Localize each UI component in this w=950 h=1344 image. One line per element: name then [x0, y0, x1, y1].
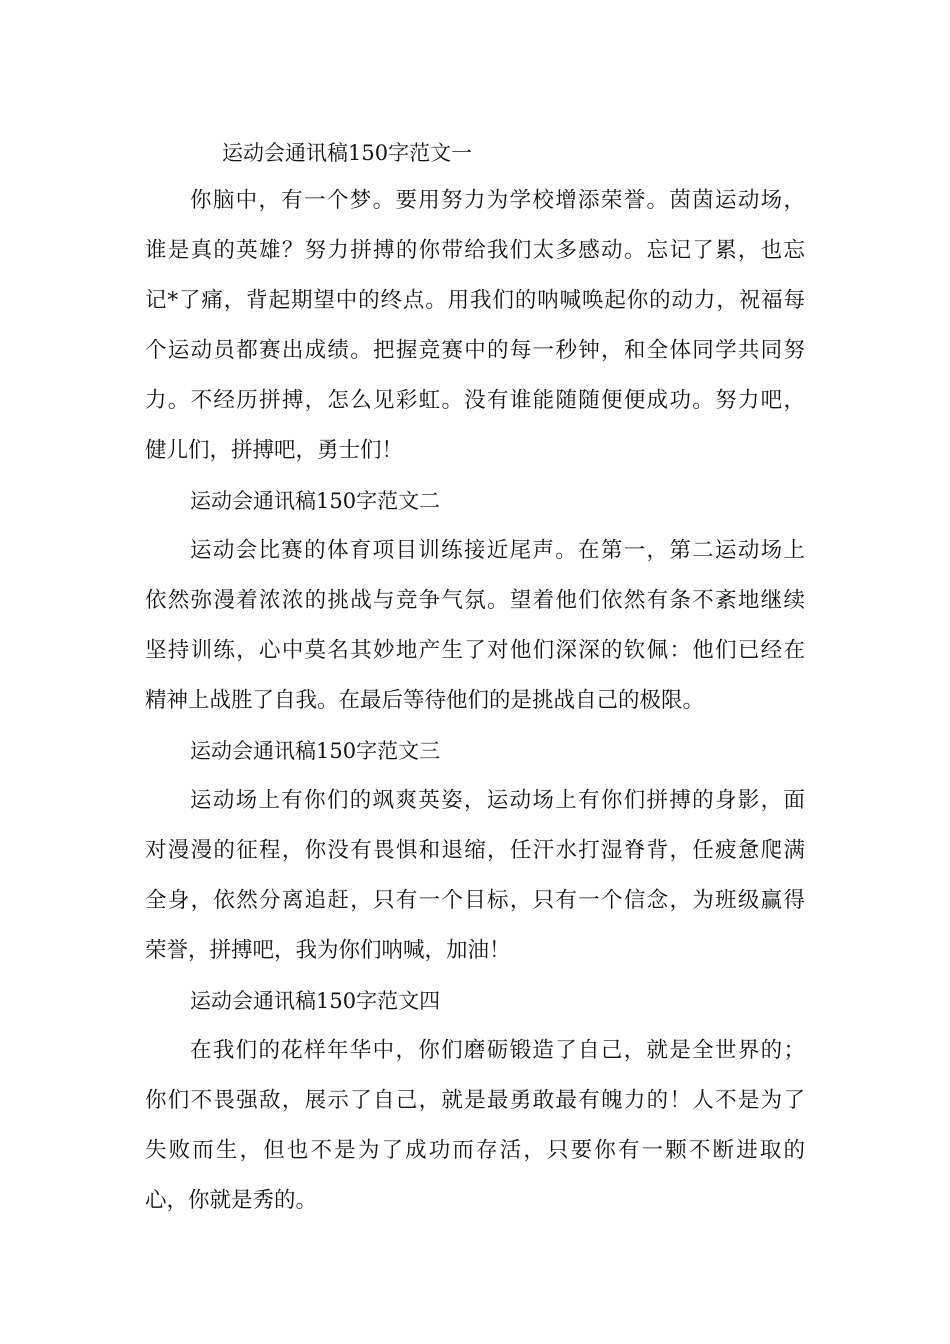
paragraph-line: 心，你就是秀的。	[145, 1188, 318, 1213]
paragraph-line: 力。不经历拼搏，怎么见彩虹。没有谁能随随便便成功。努力吧，	[145, 388, 805, 413]
section-title-2: 运动会通讯稿150字范文二	[190, 489, 441, 513]
paragraph-line: 记*了痛，背起期望中的终点。用我们的呐喊唤起你的动力，祝福每	[145, 288, 805, 313]
paragraph-line: 你们不畏强敌，展示了自己，就是最勇敢最有魄力的！人不是为了	[145, 1088, 805, 1113]
paragraph-line: 运动场上有你们的飒爽英姿，运动场上有你们拼搏的身影，面	[190, 788, 805, 813]
paragraph-line: 荣誉，拼搏吧，我为你们呐喊，加油！	[145, 938, 511, 963]
paragraph-line: 精神上战胜了自我。在最后等待他们的是挑战自己的极限。	[145, 688, 705, 713]
paragraph-line: 坚持训练，心中莫名其妙地产生了对他们深深的钦佩：他们已经在	[145, 638, 805, 663]
paragraph-line: 个运动员都赛出成绩。把握竞赛中的每一秒钟，和全体同学共同努	[145, 338, 805, 363]
paragraph-line: 失败而生，但也不是为了成功而存活，只要你有一颗不断进取的	[145, 1138, 805, 1163]
paragraph-line: 健儿们，拼搏吧，勇士们！	[145, 438, 404, 463]
paragraph-line: 在我们的花样年华中，你们磨砺锻造了自己，就是全世界的；	[190, 1038, 805, 1063]
paragraph-line: 全身，依然分离追赶，只有一个目标，只有一个信念，为班级赢得	[145, 888, 805, 913]
paragraph-line: 你脑中，有一个梦。要用努力为学校增添荣誉。茵茵运动场，	[190, 188, 805, 213]
paragraph-line: 依然弥漫着浓浓的挑战与竞争气氛。望着他们依然有条不紊地继续	[145, 588, 805, 613]
section-title-4: 运动会通讯稿150字范文四	[190, 989, 441, 1013]
section-title-3: 运动会通讯稿150字范文三	[190, 739, 441, 763]
paragraph-line: 运动会比赛的体育项目训练接近尾声。在第一，第二运动场上	[190, 538, 805, 563]
paragraph-line: 对漫漫的征程，你没有畏惧和退缩，任汗水打湿脊背，任疲惫爬满	[145, 838, 805, 863]
section-title-1: 运动会通讯稿150字范文一	[222, 141, 473, 165]
paragraph-line: 谁是真的英雄？努力拼搏的你带给我们太多感动。忘记了累，也忘	[145, 238, 805, 263]
